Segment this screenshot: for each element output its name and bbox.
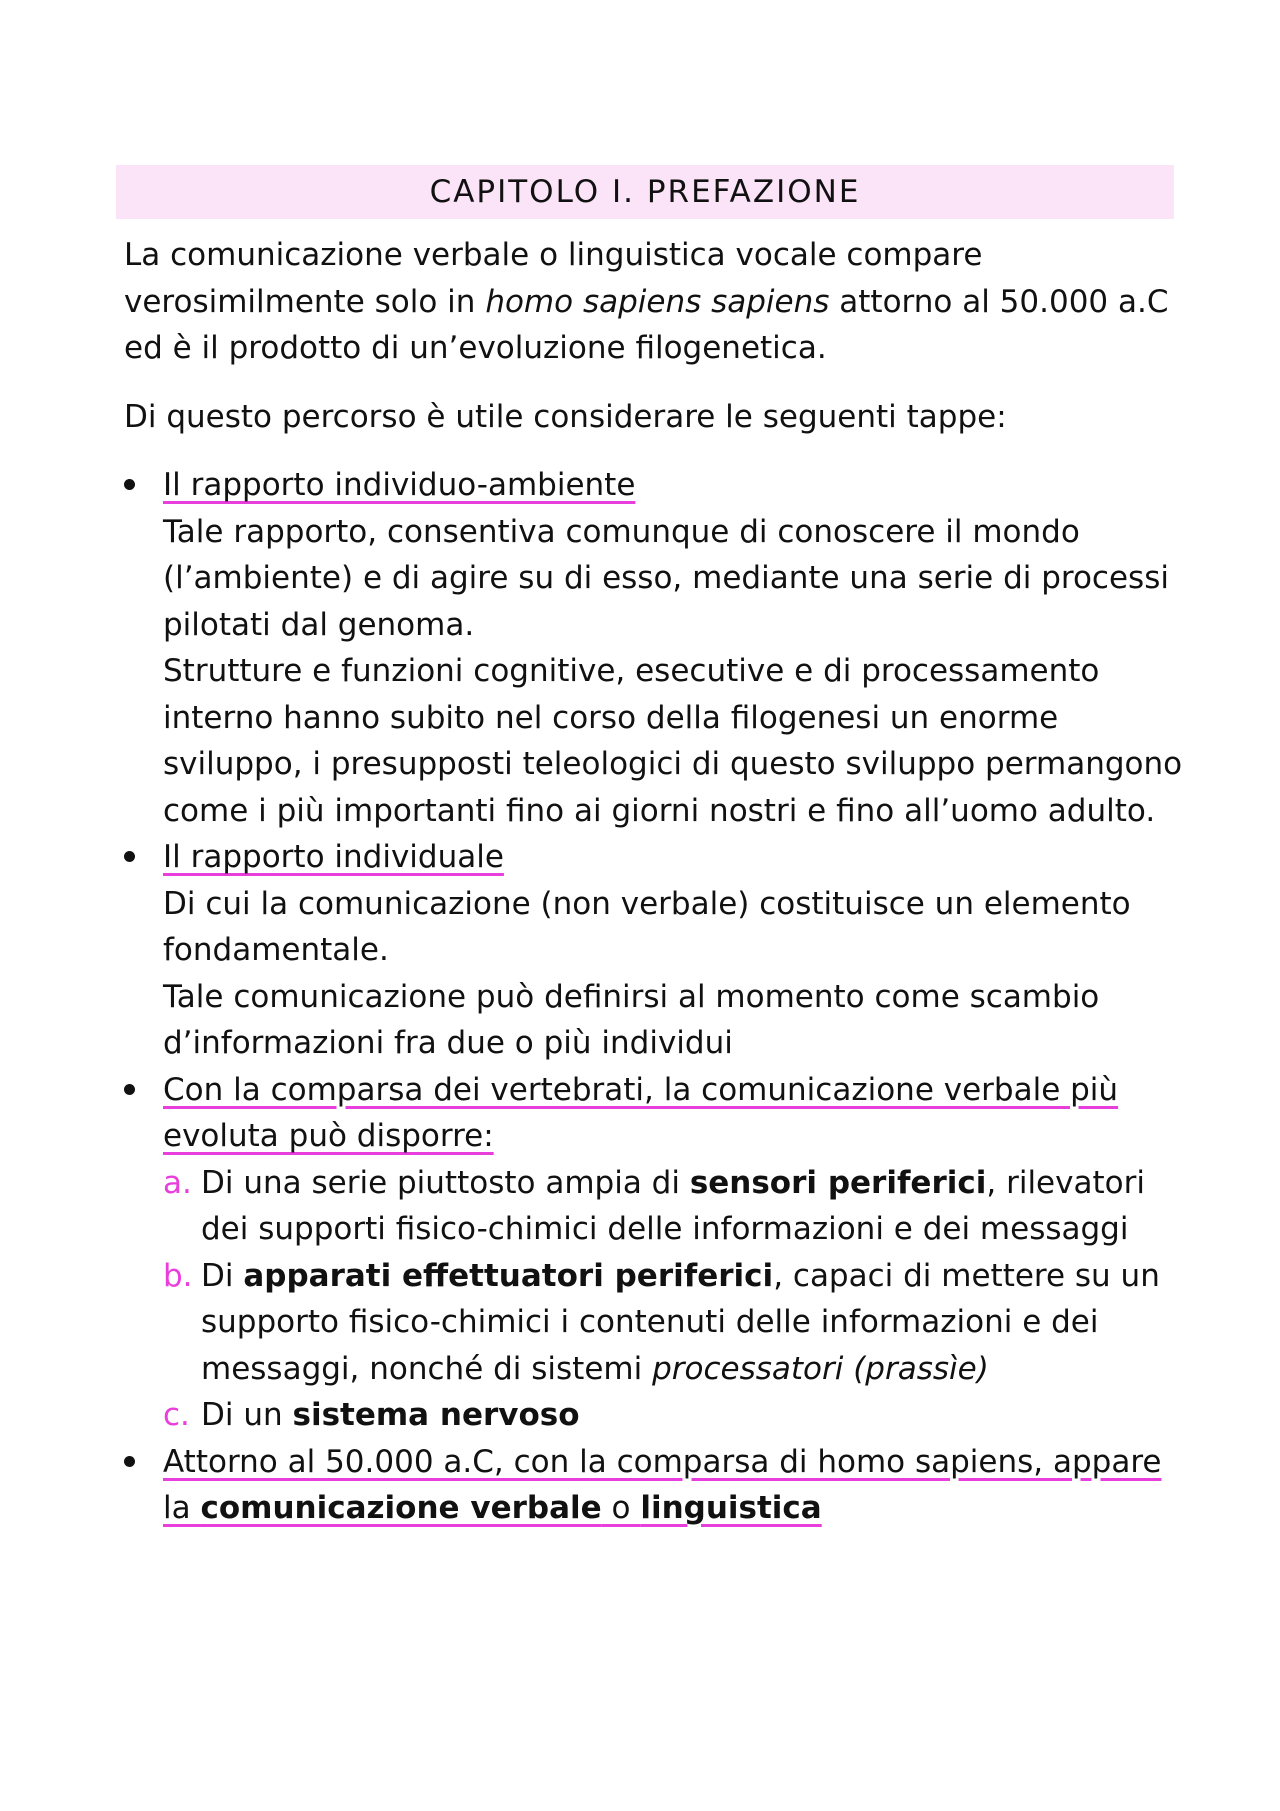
list-item [124, 462, 1184, 834]
list-item [124, 834, 1184, 1067]
bullet-icon [124, 1456, 135, 1467]
bullet-icon [124, 851, 135, 862]
sub-list [163, 1160, 1184, 1439]
species-name: homo sapiens sapiens [485, 283, 830, 320]
sub-list-item: a. Di una serie piuttosto ampia di sensori periferici, rilevatori dei supporti fisico-chimici delle informazioni e dei messaggi [163, 1160, 1184, 1253]
steps-intro-paragraph: Di questo percorso è utile considerare le seguenti tappe: [124, 398, 1007, 435]
bullet-icon [124, 479, 135, 490]
bullet-heading: Attorno al 50.000 a.C, con la comparsa di homo sapiens, appare la comunicazione verbale o linguistica [163, 1443, 1162, 1526]
chapter-title [116, 165, 1174, 219]
bullet-icon [124, 1084, 135, 1095]
stages-list [124, 462, 1184, 1532]
list-item [124, 1439, 1184, 1532]
bullet-heading: Il rapporto individuo-ambiente [163, 467, 636, 503]
document-body [124, 232, 1184, 1532]
bullet-body: Tale comunicazione può definirsi al momento come scambio d’informazioni fra due o più individui [163, 978, 1100, 1061]
chapter-title-text: CAPITOLO I. PREFAZIONE [429, 174, 861, 210]
sub-list-item: c. Di un sistema nervoso [163, 1392, 1184, 1439]
intro-paragraph: La comunicazione verbale o linguistica vocale compare verosimilmente solo in homo sapiens sapiens attorno al 50.000 a.C ed è il prodotto di un’evoluzione filogenetica. [124, 237, 1169, 366]
bullet-heading: Con la comparsa dei vertebrati, la comunicazione verbale più evoluta può disporre: [163, 1071, 1119, 1154]
bullet-body: Strutture e funzioni cognitive, esecutive e di processamento interno hanno subito nel corso della filogenesi un enorme sviluppo, i presupposti teleologici di questo sviluppo permangono come i più importanti fino ai giorni nostri e fino all’uomo adulto. [163, 653, 1183, 829]
sub-list-marker: b. [163, 1257, 193, 1294]
bullet-heading: Il rapporto individuale [163, 839, 504, 875]
bullet-body: Di cui la comunicazione (non verbale) costituisce un elemento fondamentale. [163, 885, 1131, 968]
sub-list-marker: a. [163, 1164, 192, 1201]
sub-list-marker: c. [163, 1397, 190, 1433]
list-item [124, 1067, 1184, 1439]
bullet-body: Tale rapporto, consentiva comunque di conoscere il mondo (l’ambiente) e di agire su di esso, mediante una serie di processi pilotati dal genoma. [163, 513, 1169, 643]
sub-list-item: b. Di apparati effettuatori periferici, capaci di mettere su un supporto fisico-chimici i contenuti delle informazioni e dei messaggi, nonché di sistemi processatori (prassìe) [163, 1253, 1184, 1393]
